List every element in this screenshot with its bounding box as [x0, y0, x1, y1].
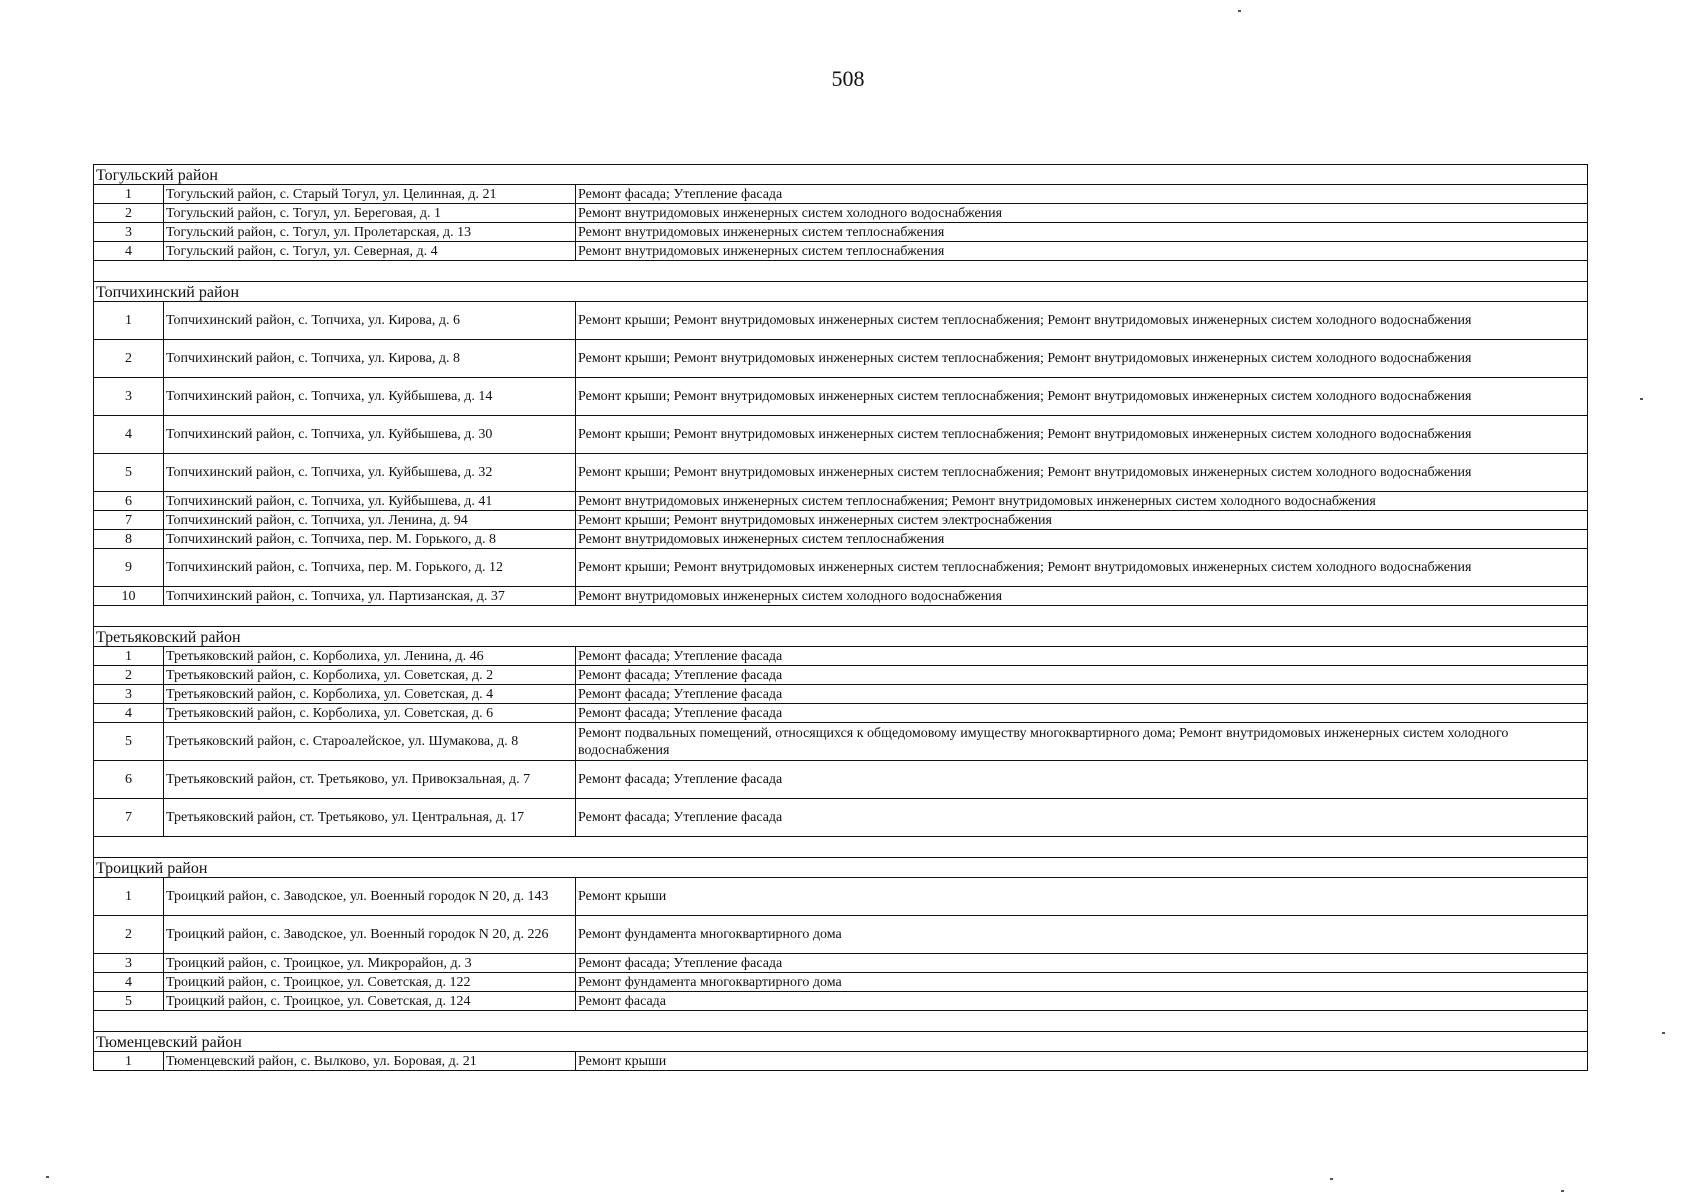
row-number: 7 [94, 799, 164, 837]
row-number: 4 [94, 416, 164, 454]
table-row [94, 340, 1588, 378]
table-row [94, 511, 1588, 530]
table-row [94, 704, 1588, 723]
section-spacer [94, 261, 1588, 282]
work-cell: Ремонт крыши; Ремонт внутридомовых инженерных систем электроснабжения [576, 511, 1588, 530]
address-cell: Третьяковский район, с. Корболиха, ул. Советская, д. 2 [164, 666, 576, 685]
work-cell: Ремонт фундамента многоквартирного дома [576, 916, 1588, 954]
table-row [94, 223, 1588, 242]
row-number: 3 [94, 954, 164, 973]
table-row [94, 454, 1588, 492]
address-cell: Топчихинский район, с. Топчиха, ул. Куйбышева, д. 41 [164, 492, 576, 511]
row-number: 4 [94, 973, 164, 992]
work-cell: Ремонт крыши; Ремонт внутридомовых инженерных систем теплоснабжения; Ремонт внутридомовых инженерных систем холодного водоснабжения [576, 416, 1588, 454]
table-row [94, 992, 1588, 1011]
row-number: 2 [94, 204, 164, 223]
address-cell: Третьяковский район, с. Староалейское, ул. Шумакова, д. 8 [164, 723, 576, 761]
table-row [94, 666, 1588, 685]
row-number: 2 [94, 340, 164, 378]
district-header-row [94, 1032, 1588, 1052]
row-number: 6 [94, 492, 164, 511]
table-row [94, 916, 1588, 954]
district-header-row [94, 627, 1588, 647]
address-cell: Третьяковский район, с. Корболиха, ул. Ленина, д. 46 [164, 647, 576, 666]
row-number: 3 [94, 223, 164, 242]
address-cell: Топчихинский район, с. Топчиха, ул. Кирова, д. 6 [164, 302, 576, 340]
table-row [94, 185, 1588, 204]
row-number: 2 [94, 666, 164, 685]
address-cell: Топчихинский район, с. Топчиха, ул. Кирова, д. 8 [164, 340, 576, 378]
row-number: 1 [94, 647, 164, 666]
address-cell: Топчихинский район, с. Топчиха, пер. М. Горького, д. 8 [164, 530, 576, 549]
address-cell: Топчихинский район, с. Топчиха, пер. М. Горького, д. 12 [164, 549, 576, 587]
work-cell: Ремонт подвальных помещений, относящихся к общедомовому имуществу многоквартирного дома; Ремонт внутридомовых инженерных систем холодного водоснабжения [576, 723, 1588, 761]
scan-speck [1561, 1190, 1564, 1192]
work-cell: Ремонт фасада [576, 992, 1588, 1011]
listing-body [94, 165, 1588, 1071]
table-row [94, 530, 1588, 549]
row-number: 8 [94, 530, 164, 549]
row-number: 4 [94, 704, 164, 723]
work-cell: Ремонт внутридомовых инженерных систем теплоснабжения [576, 223, 1588, 242]
row-number: 5 [94, 723, 164, 761]
address-cell: Тогульский район, с. Тогул, ул. Пролетарская, д. 13 [164, 223, 576, 242]
district-header-row [94, 858, 1588, 878]
table-row [94, 799, 1588, 837]
row-number: 1 [94, 1052, 164, 1071]
table-row [94, 416, 1588, 454]
row-number: 6 [94, 761, 164, 799]
work-cell: Ремонт фасада; Утепление фасада [576, 647, 1588, 666]
address-cell: Топчихинский район, с. Топчиха, ул. Куйбышева, д. 30 [164, 416, 576, 454]
table-row [94, 1052, 1588, 1071]
work-cell: Ремонт крыши; Ремонт внутридомовых инженерных систем теплоснабжения; Ремонт внутридомовых инженерных систем холодного водоснабжения [576, 454, 1588, 492]
section-spacer [94, 837, 1588, 858]
table-row [94, 685, 1588, 704]
scan-speck [1662, 1032, 1665, 1034]
scan-speck [46, 1176, 49, 1178]
section-spacer [94, 1011, 1588, 1032]
work-cell: Ремонт внутридомовых инженерных систем теплоснабжения; Ремонт внутридомовых инженерных систем холодного водоснабжения [576, 492, 1588, 511]
work-cell: Ремонт внутридомовых инженерных систем холодного водоснабжения [576, 587, 1588, 606]
district-header-row [94, 165, 1588, 185]
address-cell: Троицкий район, с. Троицкое, ул. Советская, д. 124 [164, 992, 576, 1011]
address-cell: Топчихинский район, с. Топчиха, ул. Куйбышева, д. 14 [164, 378, 576, 416]
district-header-row [94, 282, 1588, 302]
address-cell: Тогульский район, с. Тогул, ул. Береговая, д. 1 [164, 204, 576, 223]
row-number: 3 [94, 378, 164, 416]
row-number: 1 [94, 185, 164, 204]
page-number: 508 [831, 66, 865, 91]
work-cell: Ремонт крыши [576, 878, 1588, 916]
address-cell: Топчихинский район, с. Топчиха, ул. Партизанская, д. 37 [164, 587, 576, 606]
work-cell: Ремонт фасада; Утепление фасада [576, 761, 1588, 799]
district-name: Третьяковский район [94, 627, 1588, 647]
address-cell: Тогульский район, с. Старый Тогул, ул. Целинная, д. 21 [164, 185, 576, 204]
work-cell: Ремонт фундамента многоквартирного дома [576, 973, 1588, 992]
row-number: 5 [94, 454, 164, 492]
work-cell: Ремонт крыши; Ремонт внутридомовых инженерных систем теплоснабжения; Ремонт внутридомовых инженерных систем холодного водоснабжения [576, 340, 1588, 378]
address-cell: Третьяковский район, с. Корболиха, ул. Советская, д. 4 [164, 685, 576, 704]
table-row [94, 954, 1588, 973]
address-cell: Тюменцевский район, с. Вылково, ул. Боровая, д. 21 [164, 1052, 576, 1071]
address-cell: Троицкий район, с. Троицкое, ул. Советская, д. 122 [164, 973, 576, 992]
row-number: 1 [94, 302, 164, 340]
address-cell: Троицкий район, с. Троицкое, ул. Микрорайон, д. 3 [164, 954, 576, 973]
scan-speck [1640, 398, 1643, 400]
work-cell: Ремонт фасада; Утепление фасада [576, 954, 1588, 973]
row-number: 4 [94, 242, 164, 261]
work-cell: Ремонт фасада; Утепление фасада [576, 185, 1588, 204]
scan-speck [1238, 10, 1241, 12]
work-cell: Ремонт внутридомовых инженерных систем теплоснабжения [576, 242, 1588, 261]
district-name: Тюменцевский район [94, 1032, 1588, 1052]
table-row [94, 973, 1588, 992]
table-row [94, 492, 1588, 511]
address-cell: Третьяковский район, ст. Третьяково, ул. Центральная, д. 17 [164, 799, 576, 837]
row-number: 5 [94, 992, 164, 1011]
district-name: Тогульский район [94, 165, 1588, 185]
address-cell: Третьяковский район, ст. Третьяково, ул. Привокзальная, д. 7 [164, 761, 576, 799]
address-cell: Тогульский район, с. Тогул, ул. Северная, д. 4 [164, 242, 576, 261]
work-cell: Ремонт внутридомовых инженерных систем теплоснабжения [576, 530, 1588, 549]
table-row [94, 302, 1588, 340]
address-cell: Третьяковский район, с. Корболиха, ул. Советская, д. 6 [164, 704, 576, 723]
table-row [94, 242, 1588, 261]
repair-listing-table [93, 164, 1588, 1071]
work-cell: Ремонт крыши; Ремонт внутридомовых инженерных систем теплоснабжения; Ремонт внутридомовых инженерных систем холодного водоснабжения [576, 549, 1588, 587]
address-cell: Троицкий район, с. Заводское, ул. Военный городок N 20, д. 143 [164, 878, 576, 916]
address-cell: Троицкий район, с. Заводское, ул. Военный городок N 20, д. 226 [164, 916, 576, 954]
table-row [94, 723, 1588, 761]
work-cell: Ремонт внутридомовых инженерных систем холодного водоснабжения [576, 204, 1588, 223]
work-cell: Ремонт крыши [576, 1052, 1588, 1071]
scan-speck [1330, 1178, 1333, 1180]
table-row [94, 647, 1588, 666]
row-number: 3 [94, 685, 164, 704]
work-cell: Ремонт крыши; Ремонт внутридомовых инженерных систем теплоснабжения; Ремонт внутридомовых инженерных систем холодного водоснабжения [576, 302, 1588, 340]
table-row [94, 549, 1588, 587]
work-cell: Ремонт фасада; Утепление фасада [576, 666, 1588, 685]
address-cell: Топчихинский район, с. Топчиха, ул. Куйбышева, д. 32 [164, 454, 576, 492]
district-name: Троицкий район [94, 858, 1588, 878]
table-row [94, 204, 1588, 223]
row-number: 7 [94, 511, 164, 530]
table-row [94, 587, 1588, 606]
section-spacer [94, 606, 1588, 627]
table-row [94, 378, 1588, 416]
table-row [94, 878, 1588, 916]
district-name: Топчихинский район [94, 282, 1588, 302]
row-number: 9 [94, 549, 164, 587]
row-number: 2 [94, 916, 164, 954]
table-row [94, 761, 1588, 799]
work-cell: Ремонт фасада; Утепление фасада [576, 685, 1588, 704]
work-cell: Ремонт крыши; Ремонт внутридомовых инженерных систем теплоснабжения; Ремонт внутридомовых инженерных систем холодного водоснабжения [576, 378, 1588, 416]
work-cell: Ремонт фасада; Утепление фасада [576, 704, 1588, 723]
work-cell: Ремонт фасада; Утепление фасада [576, 799, 1588, 837]
row-number: 1 [94, 878, 164, 916]
row-number: 10 [94, 587, 164, 606]
address-cell: Топчихинский район, с. Топчиха, ул. Ленина, д. 94 [164, 511, 576, 530]
